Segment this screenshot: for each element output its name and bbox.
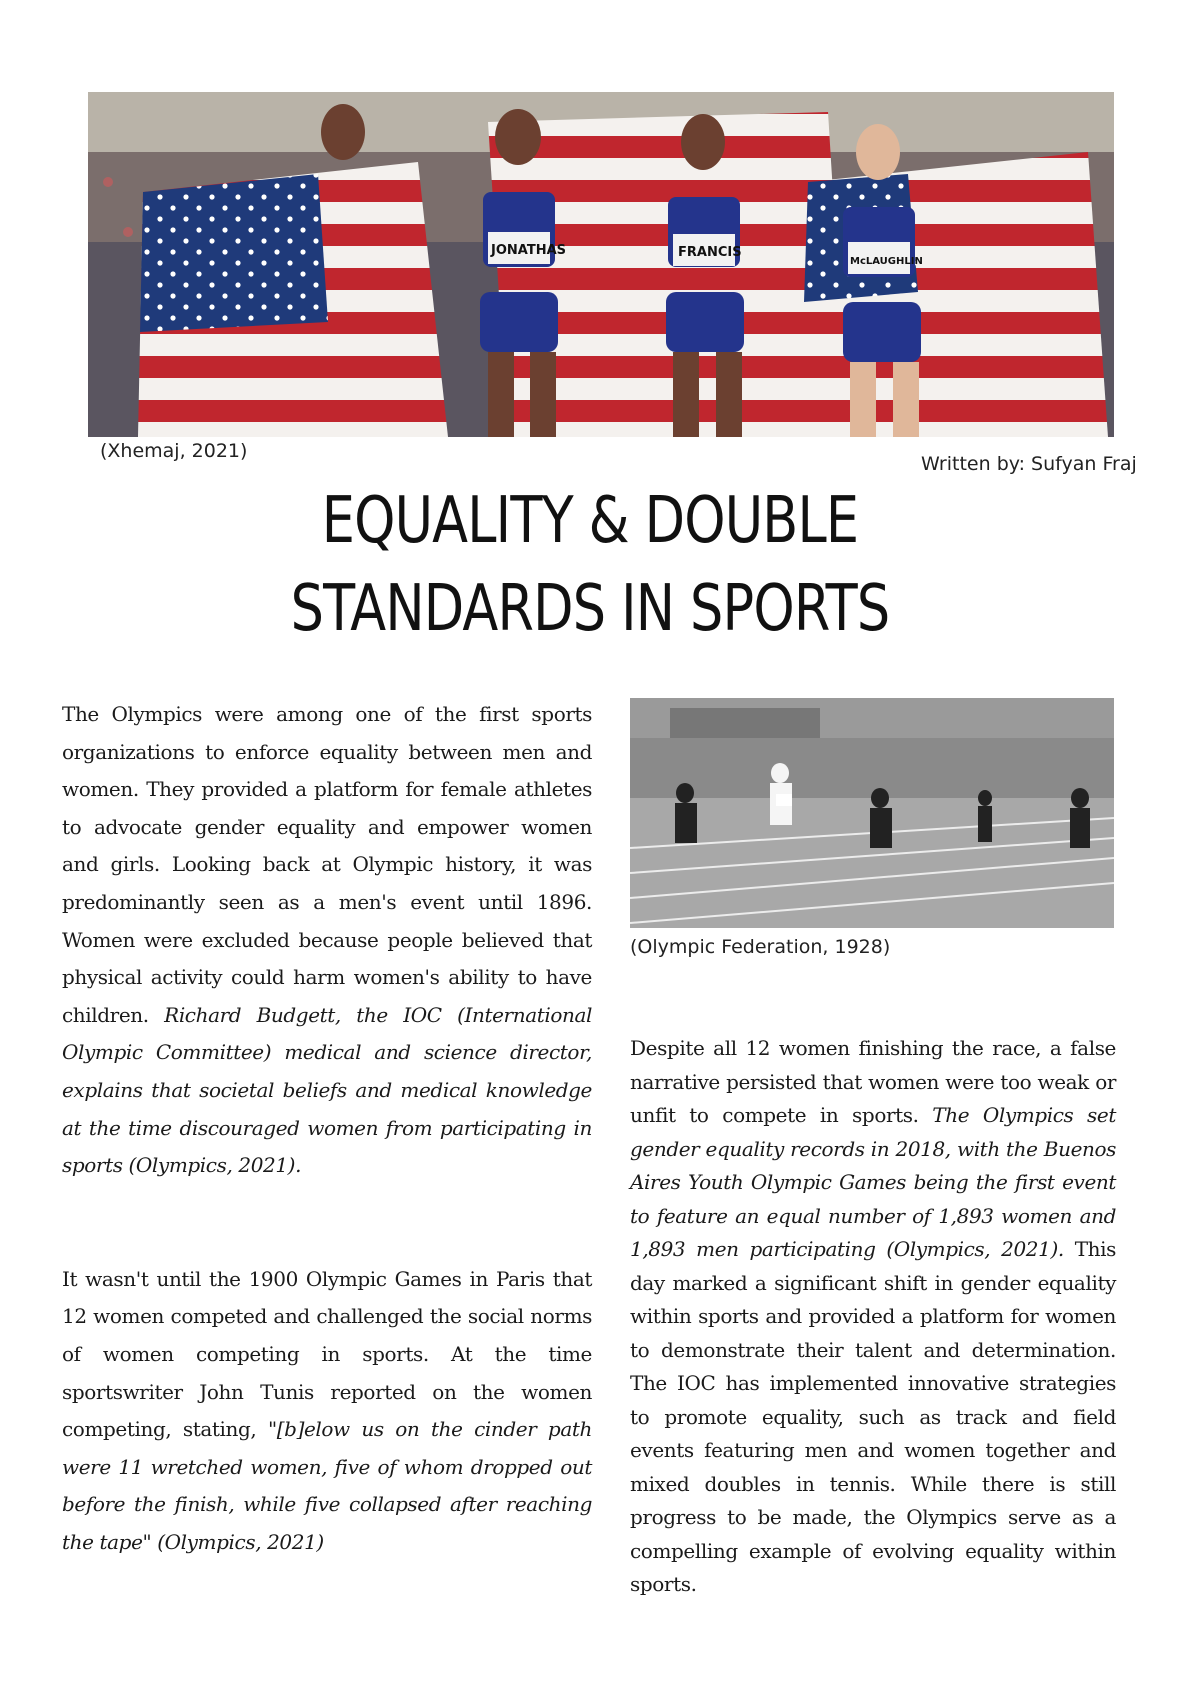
bib-1: JONATHAS: [491, 243, 566, 258]
left-paragraph-1: [62, 696, 592, 1185]
race-photo-caption: (Olympic Federation, 1928): [630, 936, 891, 958]
left-p1-text: The Olympics were among one of the first sports organizations to enforce equality between men and women. They provided a platform for female athletes to advocate gender equality and empower women and girls. Looking back at Olympic history, it was predominantly seen as a men's event until 1896. Women were excluded because people believed that physical activity could harm women's ability to have children.: [62, 702, 592, 1027]
title-line-1: EQUALITY & DOUBLE: [321, 484, 859, 558]
left-p2-italic: "[b]elow us on the cinder path were 11 wretched women, five of whom dropped out before the finish, while five collapsed after reaching the tape" (Olympics, 2021): [62, 1417, 592, 1554]
left-paragraph-2: [62, 1261, 592, 1562]
hero-photo: [88, 92, 1114, 437]
right-column: [630, 1032, 1116, 1602]
right-p-text-2: This day marked a significant shift in gender equality within sports and provided a platform for women to demonstrate their talent and determination. The IOC has implemented innovative strategies to promote equality, such as track and field events featuring men and women together and mixed doubles in tennis. While there is still progress to be made, the Olympics serve as a compelling example of evolving equality within sports.: [630, 1237, 1116, 1596]
right-p-text-1: Despite all 12 women finishing the race, a false narrative persisted that women were too weak or unfit to compete in sports.: [630, 1036, 1116, 1127]
bib-2: FRANCIS: [678, 245, 742, 260]
race-photo-illustration: [630, 698, 1114, 928]
right-paragraph: [630, 1032, 1116, 1602]
title-line-2: STANDARDS IN SPORTS: [290, 572, 890, 646]
right-p-italic: The Olympics set gender equality records in 2018, with the Buenos Aires Youth Olympic Games being the first event to feature an equal number of 1,893 women and 1,893 men participating (Olympics, 2021).: [630, 1103, 1116, 1261]
left-p2-text: It wasn't until the 1900 Olympic Games in Paris that 12 women competed and challenged the social norms of women competing in sports. At the time sportswriter John Tunis reported on the women competing, stating,: [62, 1266, 592, 1442]
hero-photo-illustration: [88, 92, 1114, 437]
bib-3: McLAUGHLIN: [850, 256, 923, 267]
page-title: [229, 477, 951, 653]
left-column: [62, 696, 592, 1561]
hero-photo-caption: (Xhemaj, 2021): [100, 440, 248, 462]
author-byline: Written by: Sufyan Fraj: [921, 453, 1137, 475]
left-p1-italic: Richard Budgett, the IOC (International Olympic Committee) medical and science director, explains that societal beliefs and medical knowledge at the time discouraged women from participating in sports (Olympics, 2021).: [62, 1002, 593, 1178]
race-photo: [630, 698, 1114, 928]
